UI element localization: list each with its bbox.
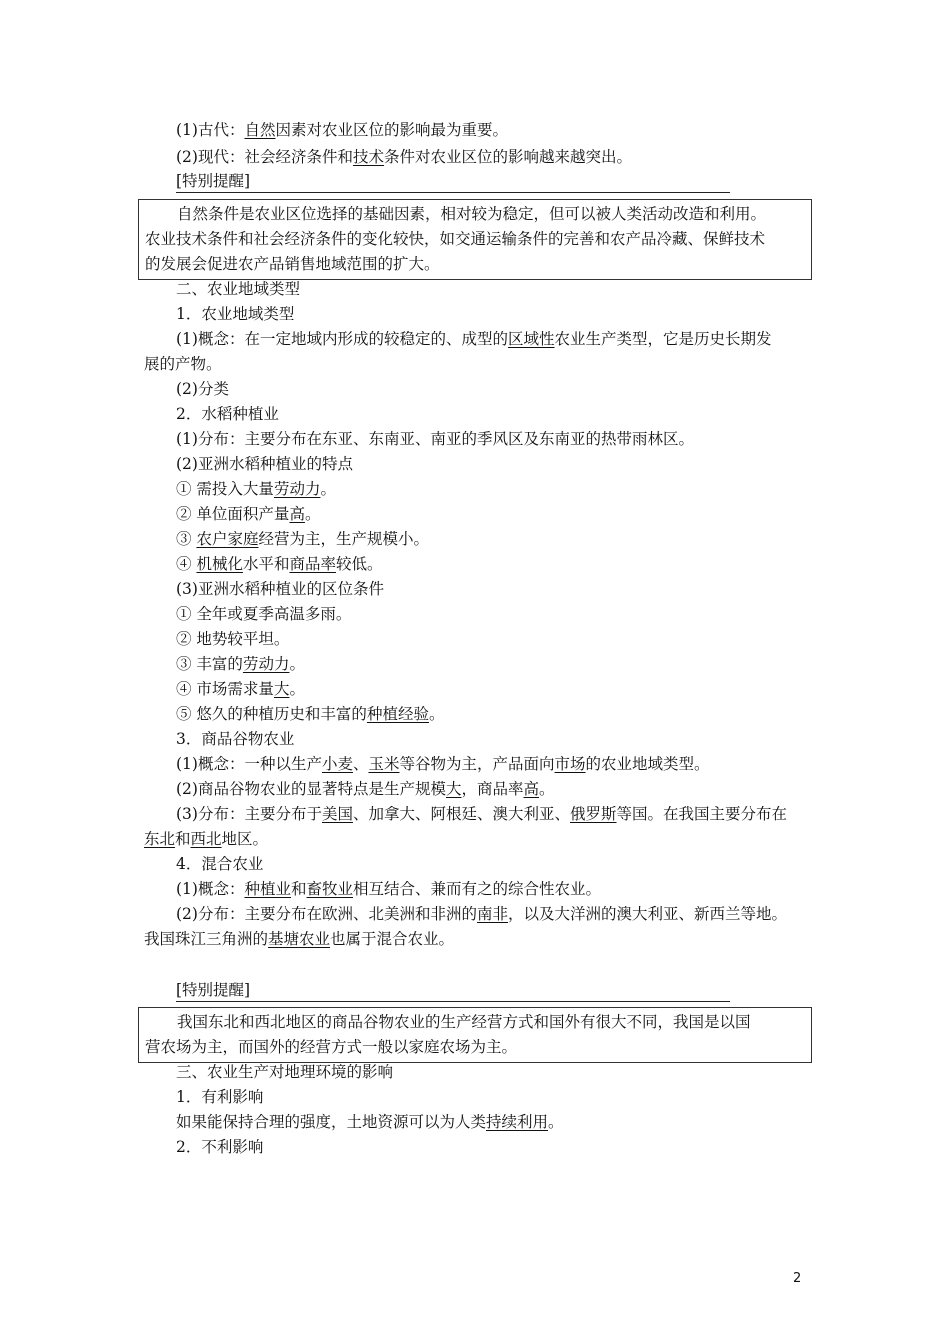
concept-line: (1)概念：一种以生产小麦、玉米等谷物为主，产品面向市场的农业地域类型。	[176, 755, 710, 773]
subsection-title: 3．商品谷物农业	[176, 730, 295, 748]
tip-text-line: 的发展会促进农产品销售地域范围的扩大。	[145, 255, 440, 273]
answer-blank: 劳动力	[242, 655, 290, 673]
answer-blank: 商品率	[289, 555, 336, 573]
modern-line: (2)现代：社会经济条件和技术条件对农业区位的影响越来越突出。	[176, 148, 632, 166]
list-item: ② 地势较平坦。	[176, 630, 290, 648]
concept-line: (1)概念：在一定地域内形成的较稳定的、成型的区域性农业生产类型，它是历史长期发	[176, 330, 772, 348]
answer-blank: 东北	[144, 830, 176, 848]
list-item: ④ 机械化水平和商品率较低。	[176, 555, 383, 573]
list-item: ⑤ 悠久的种植历史和丰富的种植经验。	[176, 705, 445, 723]
dist-cont: 我国珠江三角洲的基塘农业也属于混合农业。	[144, 930, 455, 948]
answer-blank: 大	[273, 680, 290, 698]
answer-blank: 玉米	[368, 755, 400, 773]
answer-blank: 劳动力	[273, 480, 321, 498]
answer-blank: 俄罗斯	[570, 805, 617, 823]
tip-text-line: 营农场为主，而国外的经营方式一般以家庭农场为主。	[145, 1038, 518, 1056]
dist-line: (3)分布：主要分布于美国、加拿大、阿根廷、澳大利亚、俄罗斯等国。在我国主要分布在	[176, 805, 788, 823]
answer-blank: 高	[289, 505, 305, 523]
tip-box	[138, 1007, 812, 1063]
list-item: ④ 市场需求量大。	[176, 680, 305, 698]
answer-blank: 区域性	[507, 330, 555, 348]
answer-blank: 市场	[554, 755, 586, 773]
answer-blank: 技术	[352, 148, 384, 166]
tip-text-line: 自然条件是农业区位选择的基础因素，相对较为稳定，但可以被人类活动改造和利用。	[177, 205, 767, 223]
answer-blank: 种植业	[244, 880, 291, 898]
tip-box	[138, 199, 812, 280]
dist-line: (2)分布：主要分布在欧洲、北美洲和非洲的南非，以及大洋洲的澳大利亚、新西兰等地。	[176, 905, 787, 923]
subsection-title: 1．农业地域类型	[176, 305, 295, 323]
tip-text-line: 农业技术条件和社会经济条件的变化较快，如交通运输条件的完善和农产品冷藏、保鲜技术	[145, 230, 766, 248]
answer-blank: 西北	[190, 830, 222, 848]
feat-line: (2)商品谷物农业的显著特点是生产规模大，商品率高。	[176, 780, 555, 798]
answer-blank: 南非	[476, 905, 508, 923]
subsection-title: 2．水稻种植业	[176, 405, 279, 423]
answer-blank: 农户家庭	[196, 530, 259, 548]
tip-text-line: 我国东北和西北地区的商品谷物农业的生产经营方式和国外有很大不同，我国是以国	[177, 1013, 751, 1031]
concept-cont: 展的产物。	[144, 355, 222, 373]
cond-title: (3)亚洲水稻种植业的区位条件	[176, 580, 384, 598]
page-number: 2	[793, 1271, 802, 1286]
ancient-line: (1)古代：自然因素对农业区位的影响最为重要。	[176, 121, 508, 139]
subsection-title: 1．有利影响	[176, 1088, 264, 1106]
tip-label: [特别提醒]	[176, 979, 730, 1002]
list-item: ① 需投入大量劳动力。	[176, 480, 336, 498]
classify-line: (2)分类	[176, 380, 229, 398]
answer-blank: 美国	[321, 805, 353, 823]
answer-blank: 种植经验	[366, 705, 429, 723]
list-item: ① 全年或夏季高温多雨。	[176, 605, 352, 623]
feat-title: (2)亚洲水稻种植业的特点	[176, 455, 353, 473]
answer-blank: 大	[445, 780, 462, 798]
answer-blank: 基塘农业	[268, 930, 331, 948]
answer-blank: 机械化	[196, 555, 243, 573]
text-line: 如果能保持合理的强度，土地资源可以为人类持续利用。	[176, 1113, 564, 1131]
section-heading: 三、农业生产对地理环境的影响	[176, 1063, 394, 1081]
dist-line: (1)分布：主要分布在东亚、东南亚、南亚的季风区及东南亚的热带雨林区。	[176, 430, 694, 448]
answer-blank: 畜牧业	[306, 880, 354, 898]
tip-label: [特别提醒]	[176, 170, 730, 193]
subsection-title: 4．混合农业	[176, 855, 264, 873]
list-item: ② 单位面积产量高。	[176, 505, 321, 523]
answer-blank: 高	[523, 780, 540, 798]
list-item: ③ 农户家庭经营为主，生产规模小。	[176, 530, 429, 548]
answer-blank: 自然	[244, 121, 276, 139]
answer-blank: 持续利用	[486, 1113, 549, 1131]
section-heading: 二、农业地域类型	[176, 280, 301, 298]
answer-blank: 小麦	[321, 755, 353, 773]
subsection-title: 2．不利影响	[176, 1138, 264, 1156]
concept-line: (1)概念：种植业和畜牧业相互结合、兼而有之的综合性农业。	[176, 880, 602, 898]
dist-cont: 东北和西北地区。	[144, 830, 269, 848]
list-item: ③ 丰富的劳动力。	[176, 655, 305, 673]
